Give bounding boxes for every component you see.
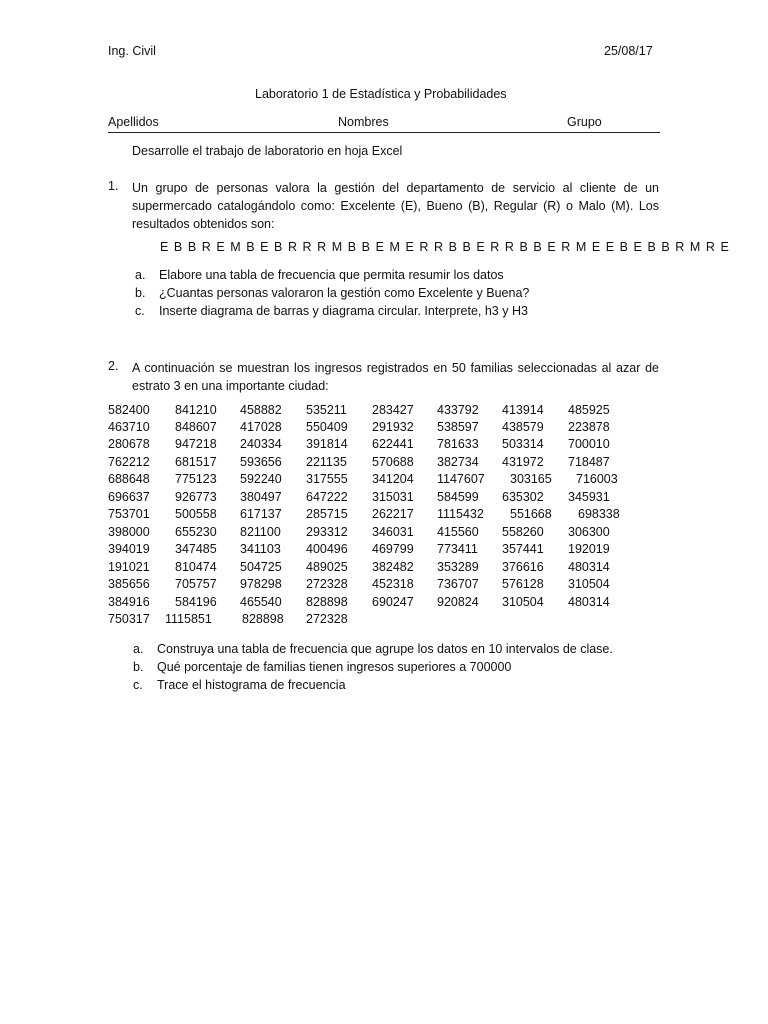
table-cell: 306300 — [568, 525, 610, 539]
field-apellidos: Apellidos — [108, 115, 159, 129]
table-cell: 413914 — [502, 403, 544, 417]
table-cell: 310504 — [502, 595, 544, 609]
header-department: Ing. Civil — [108, 44, 156, 58]
table-cell: 357441 — [502, 542, 544, 556]
q1-item-a-text: Elabore una tabla de frecuencia que permita resumir los datos — [159, 268, 504, 282]
table-cell: 828898 — [306, 595, 348, 609]
table-cell: 438579 — [502, 420, 544, 434]
q1-number: 1. — [108, 179, 119, 193]
table-cell: 317555 — [306, 472, 348, 486]
table-cell: 558260 — [502, 525, 544, 539]
table-cell: 762212 — [108, 455, 150, 469]
table-cell: 347485 — [175, 542, 217, 556]
table-cell: 688648 — [108, 472, 150, 486]
table-cell: 550409 — [306, 420, 348, 434]
q2-item-a-text: Construya una tabla de frecuencia que agrupe los datos en 10 intervalos de clase. — [157, 642, 613, 656]
table-cell: 469799 — [372, 542, 414, 556]
table-cell: 841210 — [175, 403, 217, 417]
table-cell: 293312 — [306, 525, 348, 539]
q2-item-c-label: c. — [133, 678, 143, 692]
q2-item-b-text: Qué porcentaje de familias tienen ingresos superiores a 700000 — [157, 660, 512, 674]
table-cell: 584599 — [437, 490, 479, 504]
table-cell: 617137 — [240, 507, 282, 521]
q1-response-sequence: E B B R E M B E B R R R M B B E M E R R B B E R R B B E R M E E B E B B R M R E — [160, 240, 730, 254]
table-cell: 280678 — [108, 437, 150, 451]
table-cell: 718487 — [568, 455, 610, 469]
q2-item-b-label: b. — [133, 660, 144, 674]
table-cell: 382482 — [372, 560, 414, 574]
table-cell: 480314 — [568, 595, 610, 609]
q1-item-c-label: c. — [135, 304, 145, 318]
table-cell: 700010 — [568, 437, 610, 451]
table-cell: 848607 — [175, 420, 217, 434]
table-cell: 696637 — [108, 490, 150, 504]
q2-number: 2. — [108, 359, 119, 373]
table-cell: 272328 — [306, 612, 348, 626]
table-cell: 191021 — [108, 560, 150, 574]
table-cell: 485925 — [568, 403, 610, 417]
q2-item-c-text: Trace el histograma de frecuencia — [157, 678, 346, 692]
q1-item-c-text: Inserte diagrama de barras y diagrama circular. Interprete, h3 y H3 — [159, 304, 528, 318]
header-date: 25/08/17 — [604, 44, 653, 58]
table-cell: 400496 — [306, 542, 348, 556]
table-cell: 775123 — [175, 472, 217, 486]
table-cell: 500558 — [175, 507, 217, 521]
table-cell: 341204 — [372, 472, 414, 486]
q1-text: Un grupo de personas valora la gestión del departamento de servicio al cliente de un supermercado catalogándolo como: Excelente (E), Bueno (B), Regular (R) o Malo (M). Los resultados obtenidos son: — [132, 181, 659, 231]
table-cell: 773411 — [437, 542, 478, 556]
table-cell: 551668 — [510, 507, 552, 521]
table-cell: 920824 — [437, 595, 479, 609]
table-cell: 647222 — [306, 490, 348, 504]
table-cell: 828898 — [242, 612, 284, 626]
table-cell: 240334 — [240, 437, 282, 451]
table-cell: 705757 — [175, 577, 217, 591]
q2-text: A continuación se muestran los ingresos registrados en 50 familias seleccionadas al azar de estrato 3 en una importante ciudad: — [132, 361, 659, 393]
table-cell: 698338 — [578, 507, 620, 521]
table-cell: 781633 — [437, 437, 479, 451]
table-cell: 465540 — [240, 595, 282, 609]
table-cell: 345931 — [568, 490, 610, 504]
table-cell: 431972 — [502, 455, 544, 469]
table-cell: 821100 — [240, 525, 281, 539]
table-cell: 285715 — [306, 507, 348, 521]
table-cell: 417028 — [240, 420, 282, 434]
table-cell: 716003 — [576, 472, 618, 486]
table-cell: 391814 — [306, 437, 348, 451]
table-cell: 415560 — [437, 525, 479, 539]
table-cell: 622441 — [372, 437, 414, 451]
table-cell: 291932 — [372, 420, 414, 434]
table-cell: 380497 — [240, 490, 282, 504]
table-cell: 480314 — [568, 560, 610, 574]
table-cell: 221135 — [306, 455, 347, 469]
table-cell: 272328 — [306, 577, 348, 591]
table-cell: 382734 — [437, 455, 479, 469]
table-cell: 582400 — [108, 403, 150, 417]
table-cell: 353289 — [437, 560, 479, 574]
table-cell: 655230 — [175, 525, 217, 539]
table-cell: 398000 — [108, 525, 150, 539]
table-cell: 394019 — [108, 542, 150, 556]
table-cell: 681517 — [175, 455, 217, 469]
table-cell: 489025 — [306, 560, 348, 574]
table-cell: 635302 — [502, 490, 544, 504]
table-cell: 535211 — [306, 403, 347, 417]
table-cell: 463710 — [108, 420, 150, 434]
table-cell: 1115851 — [165, 612, 212, 626]
q2-item-a-label: a. — [133, 642, 144, 656]
q1-item-a-label: a. — [135, 268, 146, 282]
table-cell: 341103 — [240, 542, 281, 556]
table-cell: 690247 — [372, 595, 414, 609]
table-cell: 978298 — [240, 577, 282, 591]
table-cell: 384916 — [108, 595, 150, 609]
field-grupo: Grupo — [567, 115, 602, 129]
table-cell: 458882 — [240, 403, 282, 417]
header-divider — [108, 132, 660, 133]
table-cell: 223878 — [568, 420, 610, 434]
table-cell: 926773 — [175, 490, 217, 504]
table-cell: 192019 — [568, 542, 610, 556]
table-cell: 947218 — [175, 437, 217, 451]
table-cell: 576128 — [502, 577, 544, 591]
instruction-text: Desarrolle el trabajo de laboratorio en hoja Excel — [132, 144, 403, 158]
field-nombres: Nombres — [338, 115, 389, 129]
table-cell: 1115432 — [437, 507, 484, 521]
table-cell: 303165 — [510, 472, 552, 486]
table-cell: 310504 — [568, 577, 610, 591]
table-cell: 1147607 — [437, 472, 485, 486]
q1-item-b-label: b. — [135, 286, 146, 300]
table-cell: 262217 — [372, 507, 414, 521]
table-cell: 376616 — [502, 560, 544, 574]
table-cell: 570688 — [372, 455, 414, 469]
table-cell: 433792 — [437, 403, 479, 417]
table-cell: 593656 — [240, 455, 282, 469]
table-cell: 592240 — [240, 472, 282, 486]
table-cell: 750317 — [108, 612, 150, 626]
table-cell: 385656 — [108, 577, 150, 591]
table-cell: 584196 — [175, 595, 217, 609]
table-cell: 346031 — [372, 525, 414, 539]
table-cell: 283427 — [372, 403, 414, 417]
document-title: Laboratorio 1 de Estadística y Probabilidades — [255, 87, 507, 101]
table-cell: 315031 — [372, 490, 414, 504]
table-cell: 504725 — [240, 560, 282, 574]
table-cell: 538597 — [437, 420, 479, 434]
table-cell: 753701 — [108, 507, 150, 521]
table-cell: 503314 — [502, 437, 544, 451]
table-cell: 810474 — [175, 560, 217, 574]
table-cell: 452318 — [372, 577, 414, 591]
q1-item-b-text: ¿Cuantas personas valoraron la gestión como Excelente y Buena? — [159, 286, 530, 300]
table-cell: 736707 — [437, 577, 479, 591]
